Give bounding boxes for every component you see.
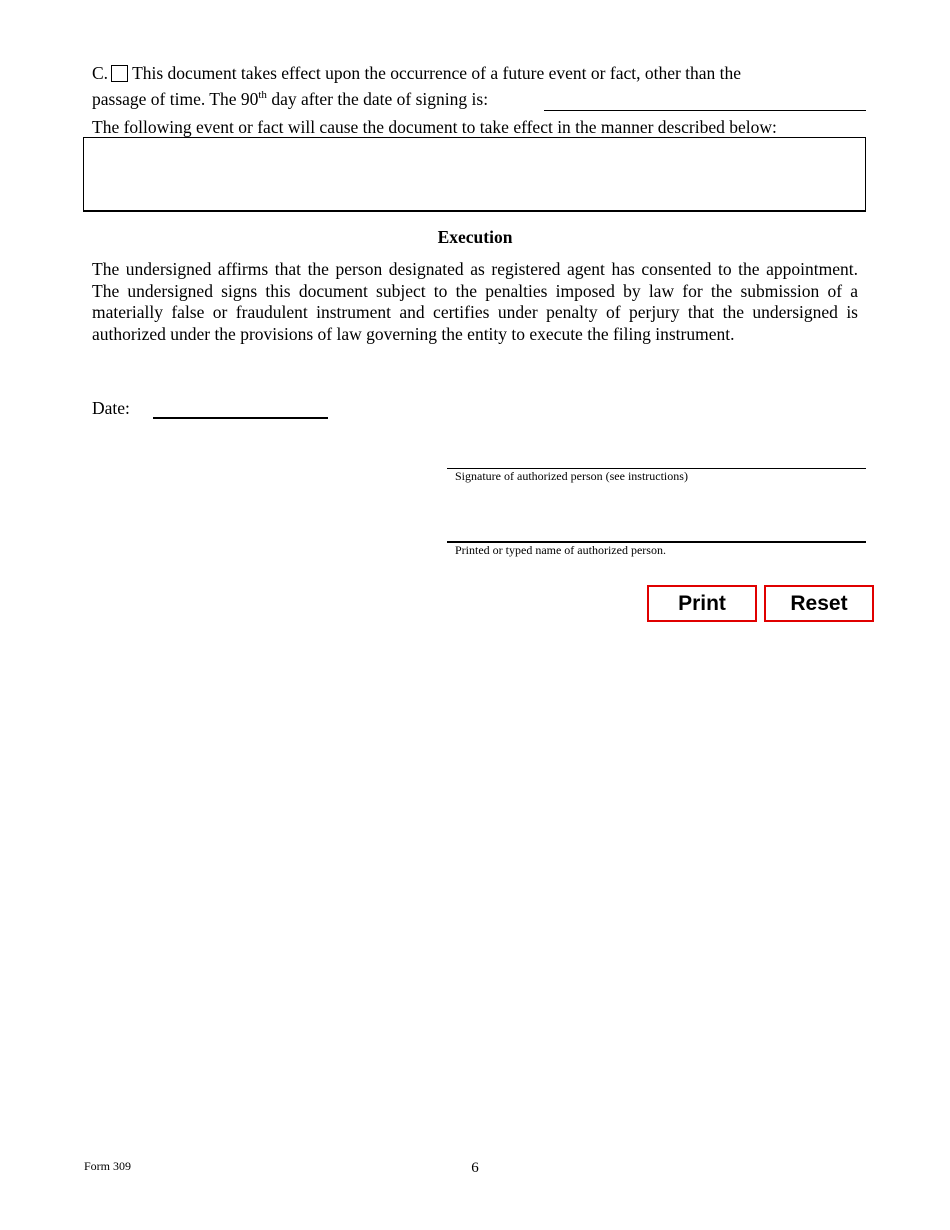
ninety-day-date-field[interactable] [544, 108, 866, 111]
section-c-statement-line2-suffix: day after the date of signing is: [266, 89, 489, 109]
section-c-line1 [92, 62, 741, 84]
signature-caption: Signature of authorized person (see instructions) [455, 469, 688, 483]
print-button[interactable]: Print [647, 585, 757, 622]
execution-heading: Execution [437, 227, 513, 247]
section-c-label: C. [92, 63, 109, 83]
page-number: 6 [471, 1160, 479, 1176]
printed-name-caption: Printed or typed name of authorized person. [455, 543, 666, 557]
section-c-line2 [92, 88, 488, 110]
future-event-checkbox[interactable] [111, 65, 128, 82]
reset-button[interactable]: Reset [764, 585, 874, 622]
event-instruction: The following event or fact will cause the document to take effect in the manner described below: [92, 117, 777, 137]
section-c-statement-line1: This document takes effect upon the occurrence of a future event or fact, other than the [132, 63, 742, 83]
execution-paragraph: The undersigned affirms that the person designated as registered agent has consented to the appointment. The undersigned signs this document subject to the penalties imposed by law for the submission of a materially false or fraudulent instrument and certifies under penalty of perjury that the undersigned is authorized under the provisions of law governing the entity to execute the filing instrument. [92, 259, 858, 344]
event-description-field[interactable] [83, 137, 866, 212]
form-number: Form 309 [84, 1159, 132, 1173]
ordinal-suffix: th [258, 89, 267, 101]
date-label: Date: [92, 398, 130, 418]
date-field[interactable] [153, 414, 328, 419]
section-c-statement-line2-prefix: passage of time. The 90 [92, 89, 259, 109]
